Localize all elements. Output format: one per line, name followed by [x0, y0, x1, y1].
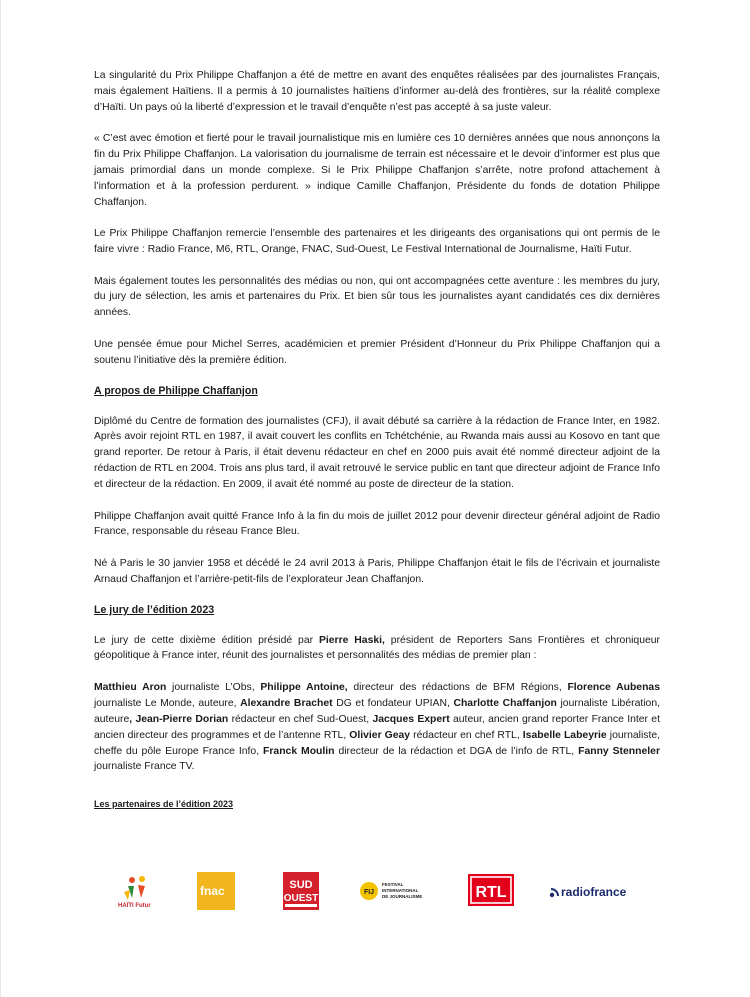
paragraph-about-birth: Né à Paris le 30 janvier 1958 et décédé le 24 avril 2013 à Paris, Philippe Chaffanjon était le fils de l’écrivain et journaliste Arnaud Chaffanjon et l’arrière-petit-fils de l’explorateur Jean Chaffanjon.: [94, 557, 660, 585]
jury-member-desc: directeur de la rédaction et DGA de l’info de RTL,: [334, 745, 579, 757]
sud-ouest-logo: [283, 872, 319, 910]
rtl-logo: [468, 874, 514, 906]
jury-member-desc: rédacteur en chef Sud-Ouest,: [228, 713, 373, 725]
jury-member-name: Jacques Expert: [372, 713, 450, 725]
jury-president-name: Pierre Haski,: [318, 634, 385, 646]
jury-member-name: Fanny Stenneler: [578, 745, 660, 757]
jury-member-desc: journaliste France TV.: [94, 761, 195, 773]
jury-member-desc: journaliste Le Monde, auteure,: [94, 697, 241, 709]
jury-member-name: , Jean-Pierre Dorian: [129, 713, 229, 725]
jury-member-desc: auteur, ancien grand reporter France Inter et ancien directeur des programmes et de l’antenne RTL,: [94, 713, 660, 741]
jury-member-desc: journaliste Libération, auteure: [94, 697, 660, 725]
fij-logo: [360, 880, 432, 902]
jury-member-desc: journaliste L’Obs,: [166, 681, 261, 693]
jury-member-name: Isabelle Labeyrie: [522, 729, 607, 741]
fnac-logo: [197, 872, 235, 910]
jury-member-desc: DG et fondateur UPIAN,: [332, 697, 454, 709]
section-heading-partners: Les partenaires de l’édition 2023: [94, 799, 234, 810]
jury-member-name: Olivier Geay: [349, 729, 411, 741]
fij-text-3: DE JOURNALISME: [382, 894, 423, 899]
radiofrance-logo: [549, 881, 639, 901]
section-heading-about: A propos de Philippe Chaffanjon: [94, 384, 258, 397]
jury-member-name: Charlotte Chaffanjon: [453, 697, 557, 709]
paragraph-personnalites: Mais également toutes les personnalités des médias ou non, qui ont accompagnées cette aventure : les membres du jury, du jury de sélection, les amis et partenaires du Prix. Et bien sûr tous les journalistes ayant candidatés ces dix dernières années.: [94, 275, 660, 319]
jury-member-desc: directeur des rédactions de BFM Régions,: [347, 681, 568, 693]
paragraph-jury-members: [94, 680, 660, 775]
document-body: [94, 68, 660, 813]
paragraph-michel-serres: Une pensée émue pour Michel Serres, académicien et premier Président d’Honneur du Prix Philippe Chaffanjon qui a soutenu l’initiative dès la première édition.: [94, 338, 660, 366]
fij-text-2: INTERNATIONAL: [382, 888, 419, 893]
jury-member-name: Matthieu Aron: [94, 681, 167, 693]
haiti-futur-logo: [114, 874, 160, 910]
jury-intro-text-b: président de Reporters Sans Frontières et chroniqueur géopolitique à France inter, réunit des journalistes et personnalités des médias de premier plan :: [94, 634, 661, 662]
jury-member-desc: rédacteur en chef RTL,: [410, 729, 523, 741]
paragraph-quote: « C’est avec émotion et fierté pour le travail journalistique mis en lumière ces 10 dernières années que nous annonçons la fin du Prix Philippe Chaffanjon. La valorisation du journalisme de terrain est nécessaire et le devoir d’informer est plus que jamais primordial dans un monde complexe. Si le Prix Philippe Chaffanjon s’arrête, notre profond attachement à l’information et à la profession perdurent. » indique Camille Chaffanjon, Présidente du fonds de dotation Philippe Chaffanjon.: [94, 133, 660, 208]
jury-member-name: Florence Aubenas: [567, 681, 660, 693]
paragraph-remerciements: Le Prix Philippe Chaffanjon remercie l’ensemble des partenaires et les dirigeants des organisations qui ont permis de le faire vivre : Radio France, M6, RTL, Orange, FNAC, Sud-Ouest, Le Festival International de Journalisme, Haïti Futur.: [94, 228, 660, 256]
partner-logos: [94, 868, 654, 916]
paragraph-about-radiofrance: Philippe Chaffanjon avait quitté France Info à la fin du mois de juillet 2012 pour devenir directeur général adjoint de Radio France, responsable du réseau France Bleu.: [94, 510, 660, 538]
fij-mark-text: FIJ: [363, 889, 375, 896]
fnac-text: fnac: [200, 884, 225, 898]
radiofrance-text: radiofrance: [561, 885, 627, 899]
jury-member-desc: journaliste, cheffe du pôle Europe France Info,: [94, 729, 661, 757]
rtl-text: RTL: [475, 884, 507, 901]
sud-ouest-text-2: OUEST: [283, 893, 319, 904]
jury-member-name: Philippe Antoine,: [260, 681, 348, 693]
jury-intro-text-a: Le jury de cette dixième édition présidé par: [94, 634, 319, 646]
paragraph-about-career: Diplômé du Centre de formation des journalistes (CFJ), il avait débuté sa carrière à la rédaction de France Inter, en 1982. Après avoir rejoint RTL en 1987, il avait couvert les conflits en Tchétchénie, au Rwanda mais aussi au Kosovo en tant que grand reporter. De retour à Paris, il était devenu rédacteur en chef en 2000 puis avait été nommé directeur adjoint de la rédaction de RTL en 2004. Trois ans plus tard, il avait retrouvé le service public en tant que directeur adjoint de France Info et directeur de la rédaction. En 2009, il avait été nommé au poste de directeur de la station.: [94, 415, 660, 491]
section-heading-jury: Le jury de l’édition 2023: [94, 603, 215, 616]
haiti-futur-text: HAÏTI Futur: [118, 903, 151, 909]
sud-ouest-text-1: SUD: [289, 879, 313, 891]
jury-member-name: Alexandre Brachet: [240, 697, 333, 709]
paragraph-singularite: La singularité du Prix Philippe Chaffanjon a été de mettre en avant des enquêtes réalisées par des journalistes Français, mais également Haïtiens. Il a permis à 10 journalistes haïtiens d’informer au-delà des frontières, sur la réalité complexe d’Haïti. Un pays où la liberté d’expression et le travail d’enquête n’est pas accepté à sa juste valeur.: [94, 70, 660, 113]
fij-text-1: FESTIVAL: [382, 882, 404, 887]
paragraph-jury-intro: [94, 633, 660, 665]
jury-member-name: Franck Moulin: [263, 745, 335, 757]
